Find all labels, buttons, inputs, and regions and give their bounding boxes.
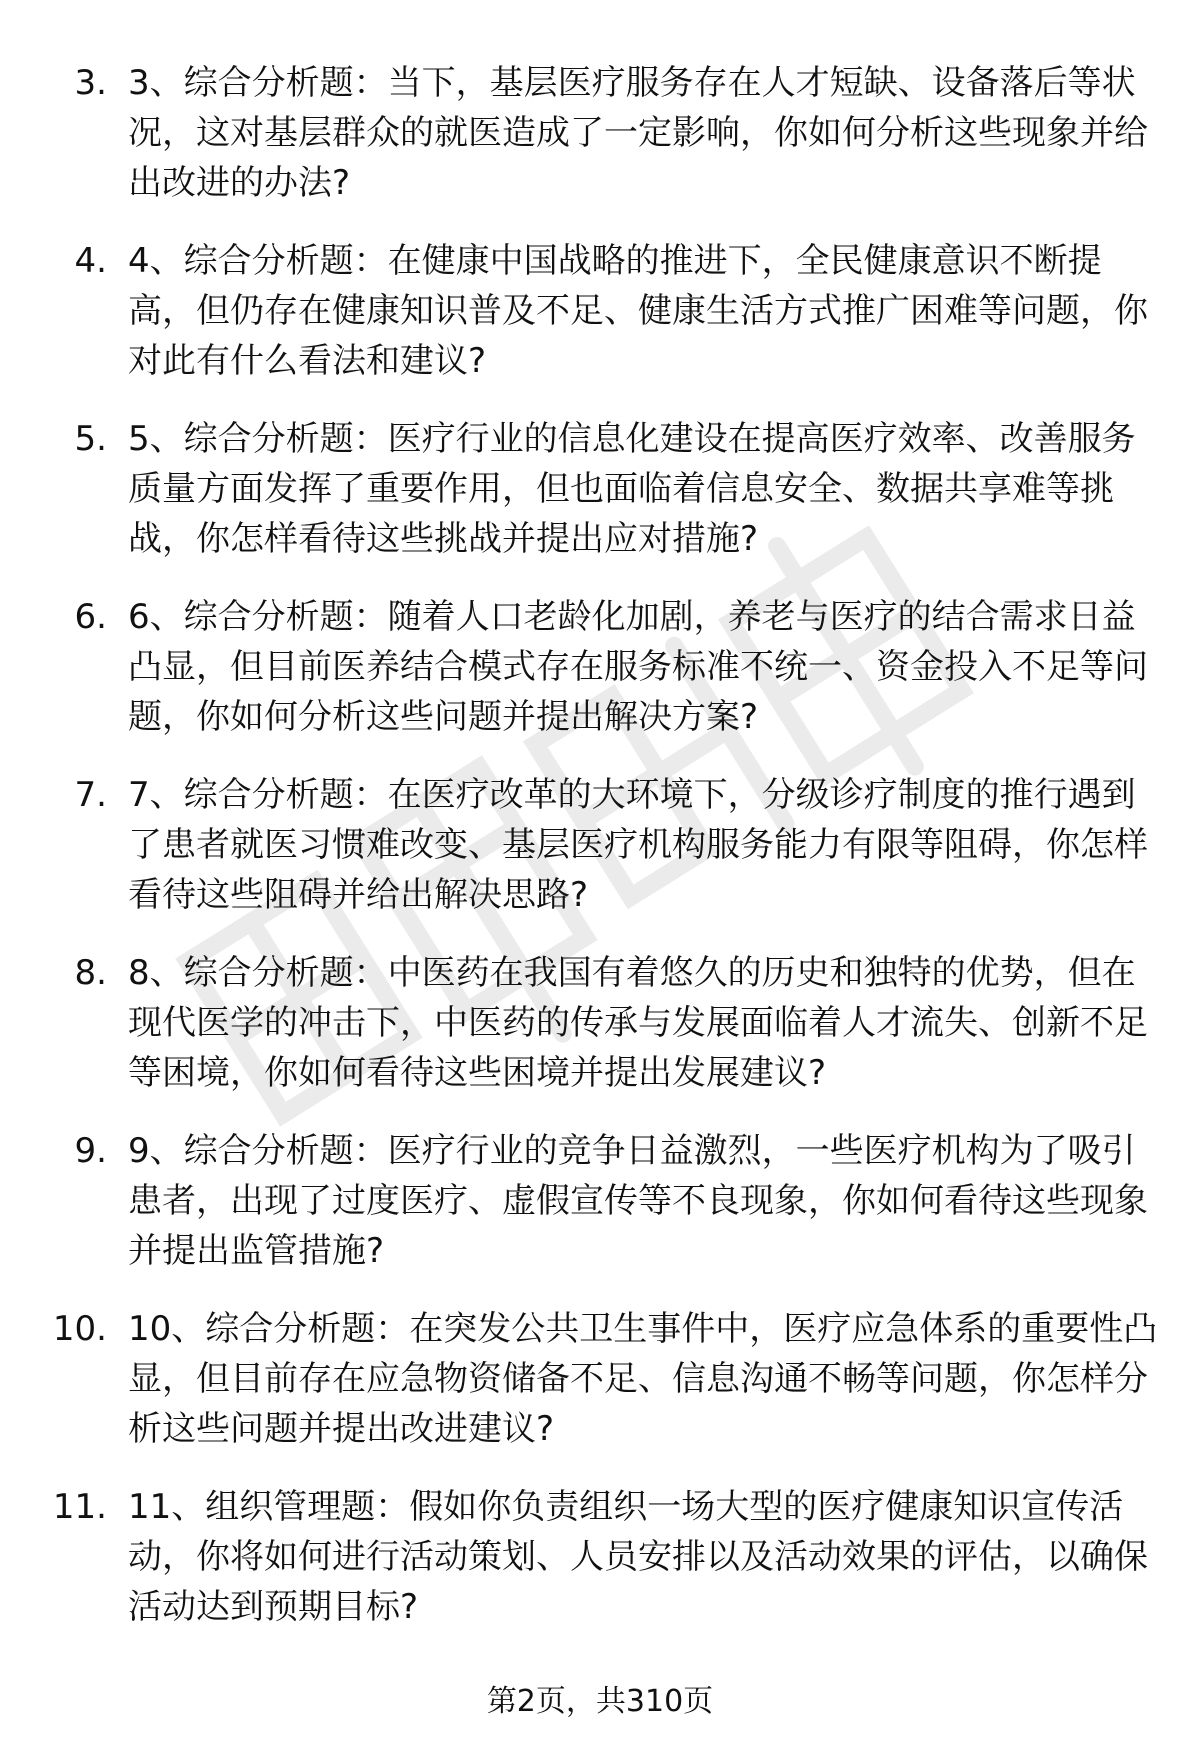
question-item — [0, 236, 1200, 414]
question-number: 8. — [74, 953, 107, 993]
question-text: 9、综合分析题：医疗行业的竞争日益激烈，一些医疗机构为了吸引患者，出现了过度医疗、虚假宣传等不良现象，你如何看待这些现象并提出监管措施? — [128, 1131, 1148, 1271]
question-item — [0, 1304, 1200, 1482]
question-list — [0, 58, 1200, 1660]
question-item — [0, 1126, 1200, 1304]
question-text: 8、综合分析题：中医药在我国有着悠久的历史和独特的优势，但在现代医学的冲击下，中医药的传承与发展面临着人才流失、创新不足等困境，你如何看待这些困境并提出发展建议? — [128, 953, 1148, 1093]
question-number: 10. — [52, 1309, 107, 1349]
question-item — [0, 1482, 1200, 1660]
question-text: 3、综合分析题：当下，基层医疗服务存在人才短缺、设备落后等状况，这对基层群众的就医造成了一定影响，你如何分析这些现象并给出改进的办法? — [128, 63, 1148, 203]
question-item — [0, 770, 1200, 948]
question-item — [0, 592, 1200, 770]
question-text: 11、组织管理题：假如你负责组织一场大型的医疗健康知识宣传活动，你将如何进行活动策划、人员安排以及活动效果的评估，以确保活动达到预期目标? — [128, 1487, 1148, 1627]
question-number: 7. — [74, 775, 107, 815]
question-item — [0, 948, 1200, 1126]
page-footer: 第2页，共310页 — [486, 1684, 714, 1719]
question-number: 11. — [52, 1487, 107, 1527]
question-text: 7、综合分析题：在医疗改革的大环境下，分级诊疗制度的推行遇到了患者就医习惯难改变、基层医疗机构服务能力有限等阻碍，你怎样看待这些阻碍并给出解决思路? — [128, 775, 1148, 915]
question-number: 5. — [74, 419, 107, 459]
question-item — [0, 58, 1200, 236]
question-item — [0, 414, 1200, 592]
question-number: 3. — [74, 63, 107, 103]
question-number: 6. — [74, 597, 107, 637]
question-text: 10、综合分析题：在突发公共卫生事件中，医疗应急体系的重要性凸显，但目前存在应急物资储备不足、信息沟通不畅等问题，你怎样分析这些问题并提出改进建议? — [128, 1309, 1158, 1449]
question-text: 6、综合分析题：随着人口老龄化加剧，养老与医疗的结合需求日益凸显，但目前医养结合模式存在服务标准不统一、资金投入不足等问题，你如何分析这些问题并提出解决方案? — [128, 597, 1148, 737]
question-text: 4、综合分析题：在健康中国战略的推进下，全民健康意识不断提高，但仍存在健康知识普及不足、健康生活方式推广困难等问题，你对此有什么看法和建议? — [128, 241, 1148, 381]
question-number: 4. — [74, 241, 107, 281]
question-number: 9. — [74, 1131, 107, 1171]
question-text: 5、综合分析题：医疗行业的信息化建设在提高医疗效率、改善服务质量方面发挥了重要作用，但也面临着信息安全、数据共享难等挑战，你怎样看待这些挑战并提出应对措施? — [128, 419, 1136, 559]
